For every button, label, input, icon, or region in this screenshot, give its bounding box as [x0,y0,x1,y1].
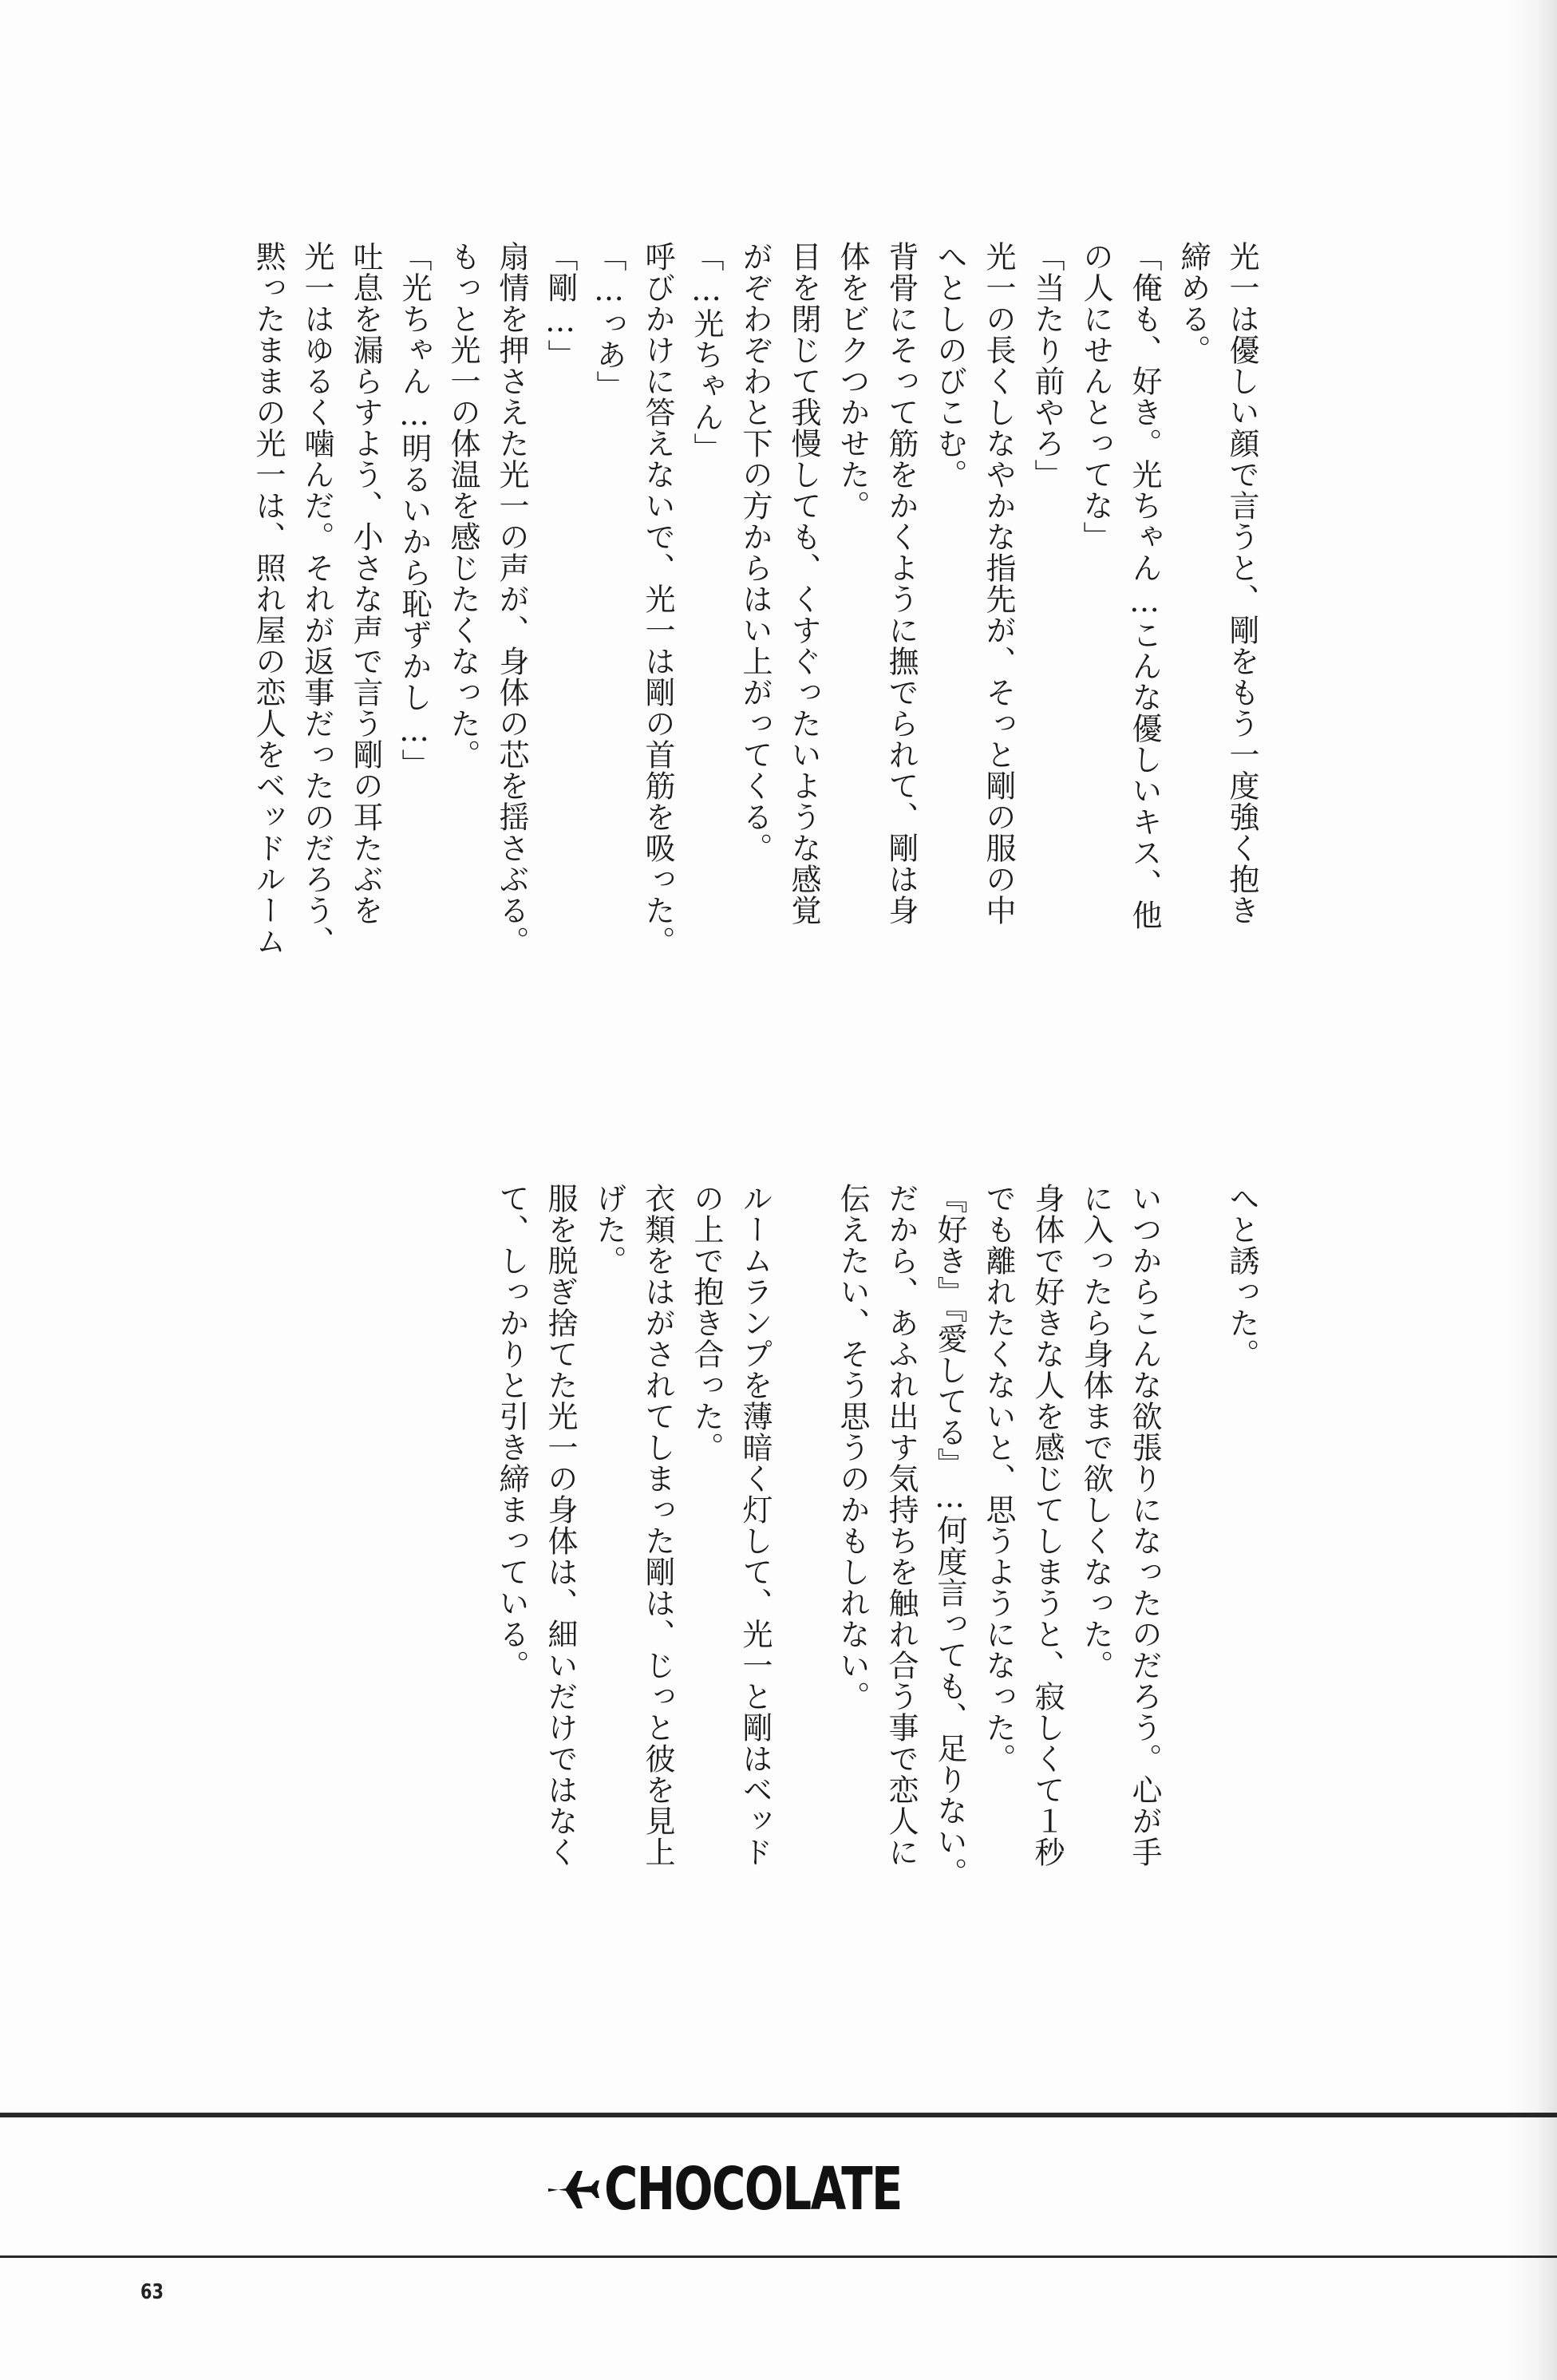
text-line: 「剛…」 [543,241,578,370]
text-line: て、しっかりと引き締まっている。 [494,1183,529,1681]
text-line: 光一は優しい顔で言うと、剛をもう一度強く抱き [1224,241,1259,926]
text-line: 締める。 [1176,241,1211,366]
text-line: 「当たり前やろ」 [1029,241,1065,490]
airplane-icon [545,2161,601,2217]
text-line: ルームランプを薄暗く灯して、光一と剛はベッド [737,1183,773,1868]
text-line: 光一はゆるく噛んだ。それが返事だったのだろう、 [299,241,334,957]
footer-logo [545,2153,986,2226]
text-line: もっと光一の体温を感じたくなった。 [445,241,480,770]
text-line: に入ったら身体まで欲しくなった。 [1078,1183,1113,1681]
text-line: だから、あふれ出す気持ちを触れ合う事で恋人に [883,1183,919,1868]
text-line: 「…光ちゃん」 [689,241,724,464]
text-line: でも離れたくないと、思うようになった。 [981,1183,1016,1774]
text-line: の上で抱き合った。 [689,1183,724,1463]
text-line: いつからこんな欲張りになったのだろう。心が手 [1127,1183,1162,1868]
text-line: へと誘った。 [1224,1183,1259,1370]
text-line [1168,1183,1217,1933]
text-line: 衣類をはがされてしまった剛は、じっと彼を見上 [640,1183,675,1868]
lower-text-column-block [487,1183,1266,1933]
text-line: 服を脱ぎ捨てた光一の身体は、細いだけではなく [543,1183,578,1868]
text-line: 「光ちゃん…明るいから恥ずかし…」 [397,241,432,780]
footer-bottom-rule [0,2255,1557,2258]
text-line: へとしのびこむ。 [932,241,967,490]
text-line: 『好き』『愛してる』…何度言っても、足りない。 [932,1183,967,1888]
page-number: 63 [140,2280,164,2304]
text-line: がぞわぞわと下の方からはい上がってくる。 [737,241,773,864]
upper-text-column-block [243,241,1266,991]
text-line: 吐息を漏らすよう、小さな声で言う剛の耳たぶを [348,241,383,926]
text-line [779,1183,828,1933]
text-line: 光一の長くしなやかな指先が、そっと剛の服の中 [981,241,1016,926]
text-line: の人にせんとってな」 [1078,241,1113,552]
page-edge-shadow [1509,0,1557,2380]
text-line: 黙ったままの光一は、照れ屋の恋人をベッドルーム [251,241,286,957]
text-line: 「…っあ」 [591,241,626,401]
logo-text: CHOCOLATE [604,2155,902,2224]
text-line: げた。 [591,1183,626,1276]
text-line: 体をビクつかせた。 [835,241,870,521]
footer-top-rule [0,2113,1557,2117]
text-line: 「俺も、好き。光ちゃん…こんな優しいキス、他 [1127,241,1162,931]
text-line: 身体で好きな人を感じてしまうと、寂しくて１秒 [1029,1183,1065,1868]
text-line: 呼びかけに答えないで、光一は剛の首筋を吸った。 [640,241,675,957]
text-line: 目を閉じて我慢しても、くすぐったいような感覚 [786,241,821,926]
text-line: 背骨にそって筋をかくように撫でられて、剛は身 [883,241,919,926]
text-line: 伝えたい、そう思うのかもしれない。 [835,1183,870,1712]
text-line: 扇情を押さえた光一の声が、身体の芯を揺さぶる。 [494,241,529,957]
